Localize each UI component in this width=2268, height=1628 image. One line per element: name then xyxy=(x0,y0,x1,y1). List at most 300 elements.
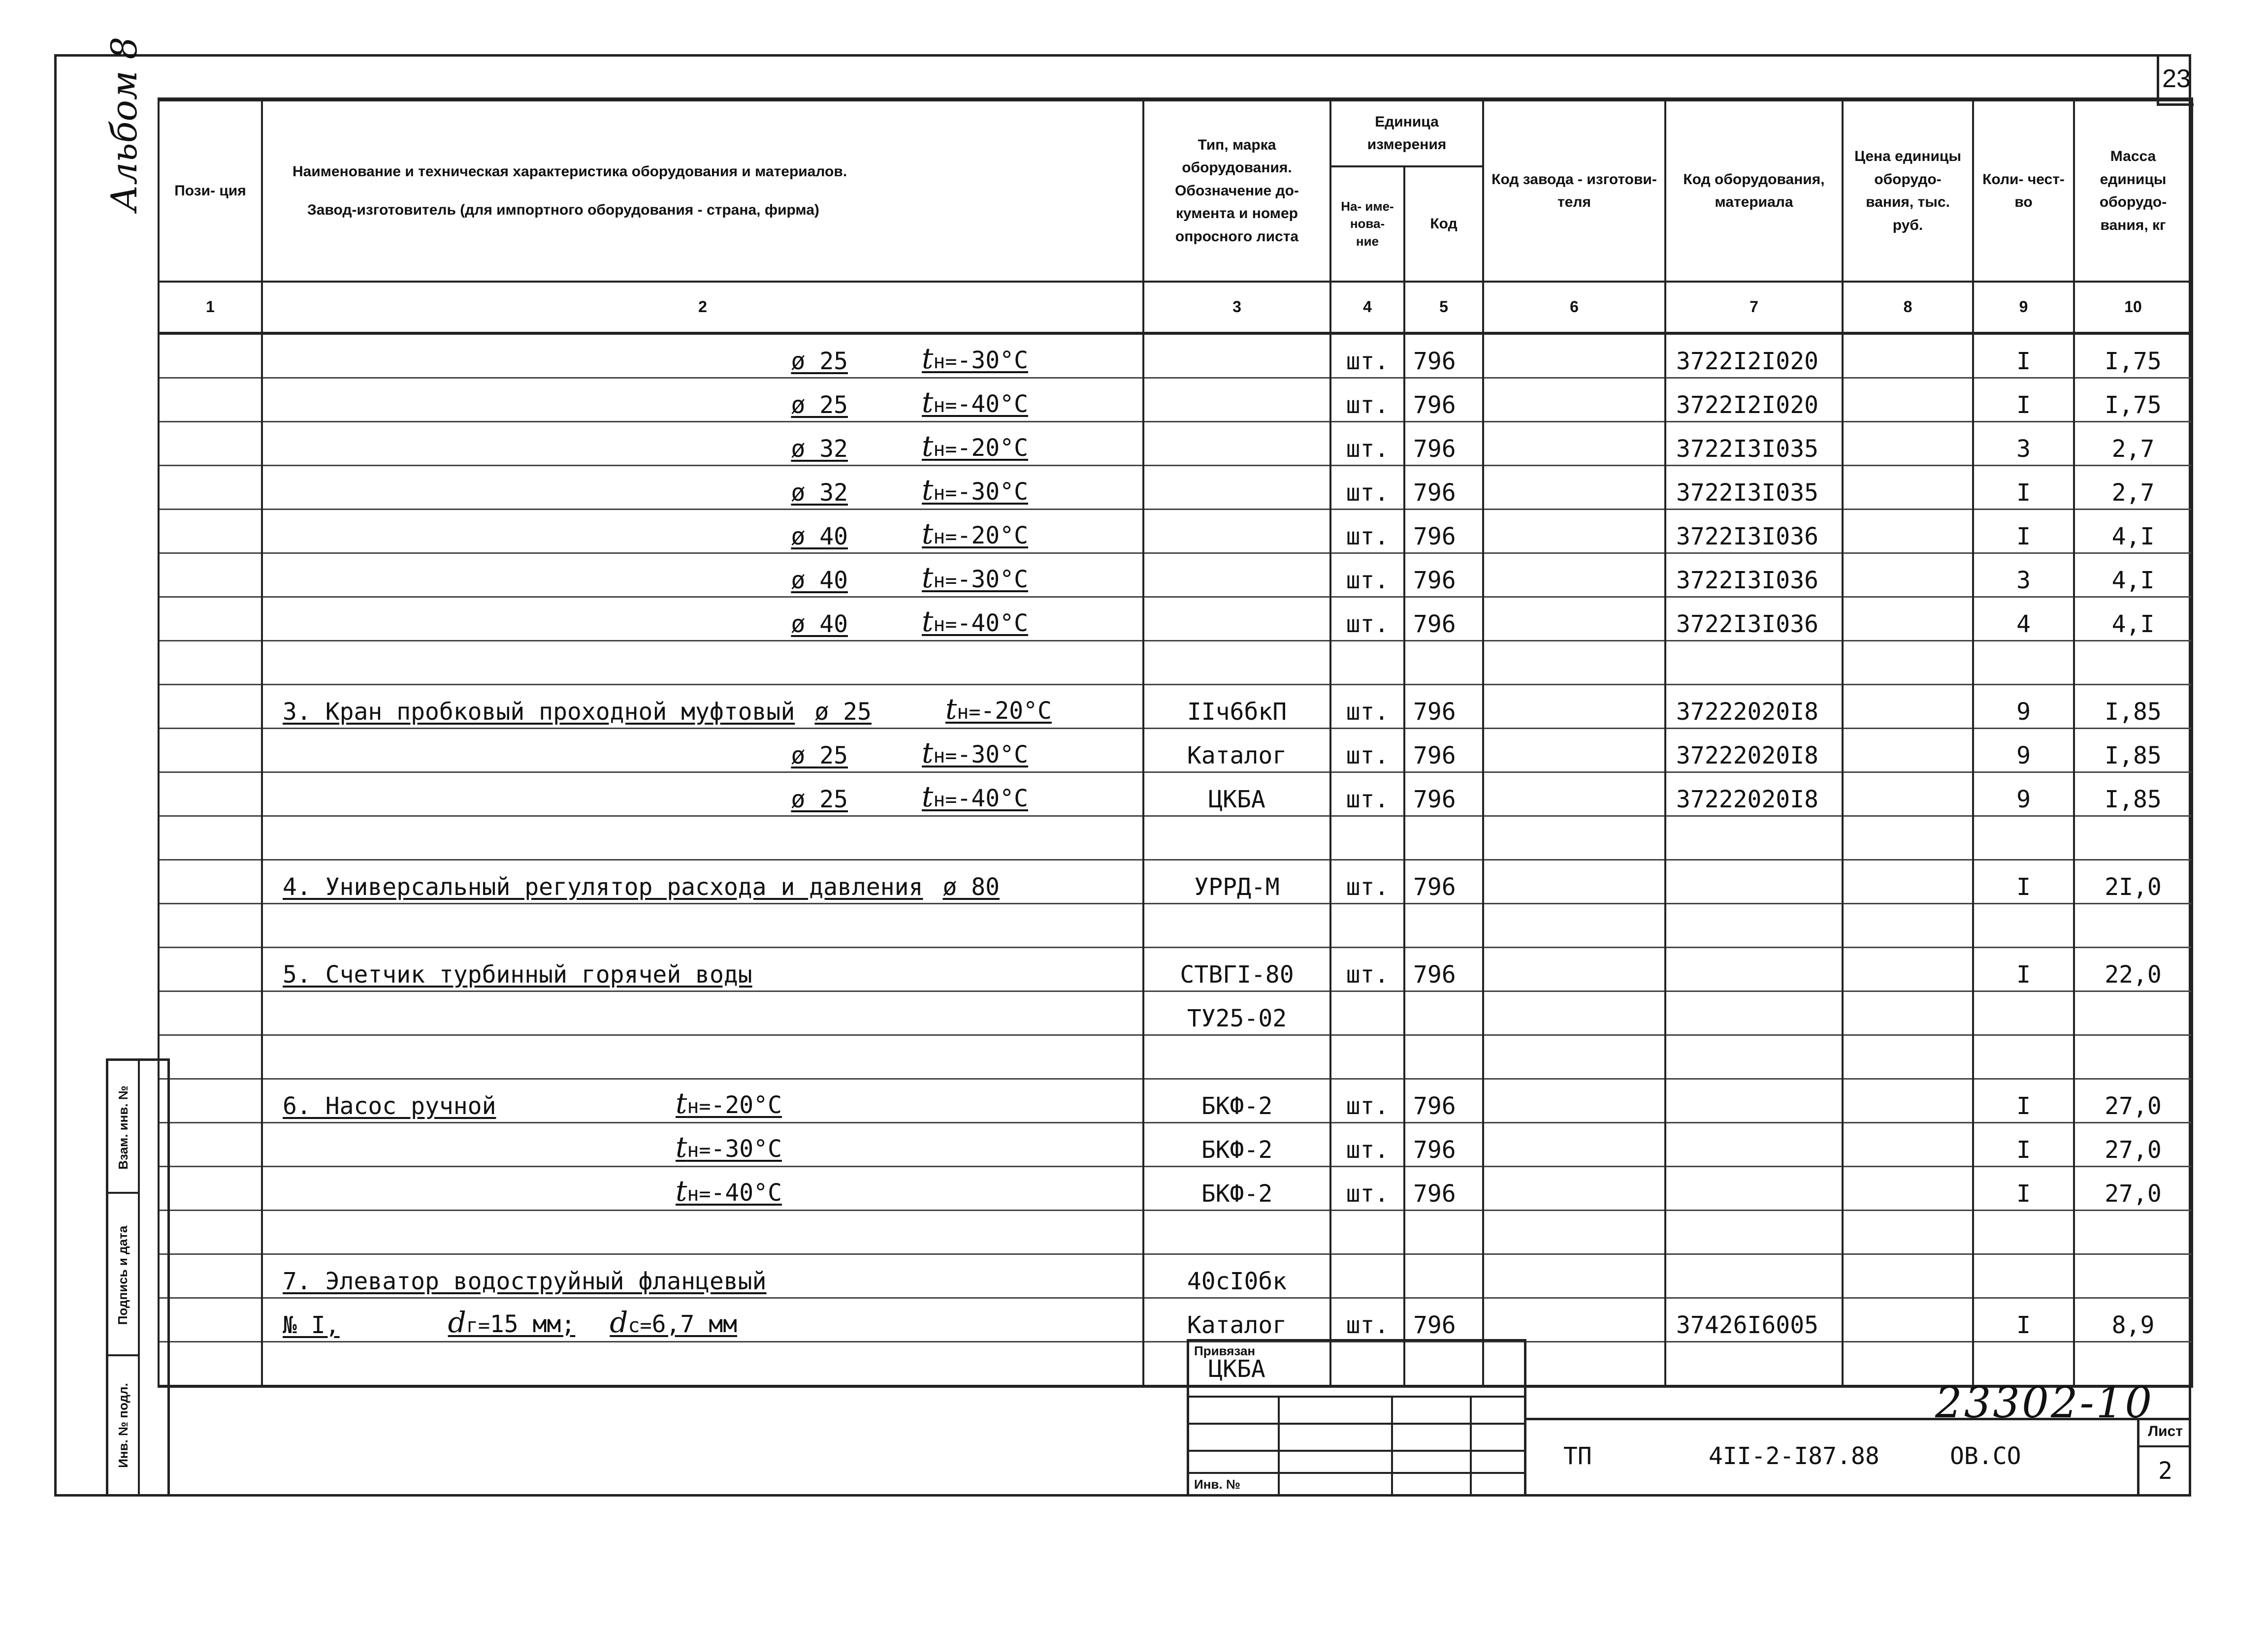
temperature xyxy=(922,473,1028,507)
equipment-code-cell xyxy=(1665,991,1843,1035)
type-cell: IIч6бкП xyxy=(1143,685,1330,729)
quantity-cell xyxy=(1973,991,2074,1035)
type-cell xyxy=(1143,553,1330,597)
temperature-value: -30°C xyxy=(957,741,1028,768)
t-sub: н= xyxy=(933,394,957,417)
unit-code-cell xyxy=(1404,1035,1483,1079)
table-row xyxy=(159,1298,2192,1342)
d-symbol: d xyxy=(448,1306,466,1339)
t-sub: н= xyxy=(933,351,957,373)
temperature xyxy=(922,780,1028,813)
maker-code-cell xyxy=(1483,685,1665,729)
type-cell: Каталог xyxy=(1143,729,1330,772)
item-name: 6. Насос ручной xyxy=(283,1092,496,1120)
price-cell xyxy=(1843,904,1973,948)
maker-code-cell xyxy=(1483,422,1665,466)
unit-cell: шт. xyxy=(1330,685,1404,729)
description-cell xyxy=(262,333,1143,378)
type-cell: ТУ25-02 xyxy=(1143,991,1330,1035)
unit-code-cell: 796 xyxy=(1404,466,1483,510)
quantity-cell xyxy=(1973,1254,2074,1298)
temperature xyxy=(676,1086,782,1120)
mass-cell: 4,I xyxy=(2074,597,2192,641)
col-equipment-code-header: Код оборудования, материала xyxy=(1665,99,1843,282)
type-cell: БКФ-2 xyxy=(1143,1167,1330,1211)
temperature xyxy=(922,342,1028,375)
quantity-cell: I xyxy=(1973,1298,2074,1342)
diameter: ø 32 xyxy=(791,479,848,507)
unit-cell: шт. xyxy=(1330,729,1404,772)
equipment-code-cell xyxy=(1665,641,1843,685)
unit-code-cell xyxy=(1404,816,1483,860)
equipment-code-cell xyxy=(1665,1211,1843,1254)
position-cell xyxy=(159,1342,262,1387)
quantity-cell xyxy=(1973,816,2074,860)
unit-code-cell: 796 xyxy=(1404,1298,1483,1342)
price-cell xyxy=(1843,422,1973,466)
price-cell xyxy=(1843,816,1973,860)
mass-cell xyxy=(2074,1211,2192,1254)
description-cell xyxy=(262,1254,1143,1298)
table-row xyxy=(159,816,2192,860)
position-cell xyxy=(159,510,262,553)
t-sub: н= xyxy=(687,1139,711,1162)
price-cell xyxy=(1843,553,1973,597)
page-number: 23 xyxy=(2157,54,2194,106)
description-cell xyxy=(262,729,1143,772)
unit-code-cell xyxy=(1404,904,1483,948)
quantity-cell: 9 xyxy=(1973,772,2074,816)
table-row xyxy=(159,1211,2192,1254)
col-quantity-header: Коли- чест- во xyxy=(1973,99,2074,282)
equipment-code-cell: 3722I3I036 xyxy=(1665,597,1843,641)
col-number-9: 9 xyxy=(1973,282,2074,333)
quantity-cell: I xyxy=(1973,1123,2074,1167)
col-number-5: 5 xyxy=(1404,282,1483,333)
t-symbol: t xyxy=(922,517,934,550)
table-row xyxy=(159,510,2192,553)
position-cell xyxy=(159,378,262,422)
type-cell: БКФ-2 xyxy=(1143,1079,1330,1123)
unit-code-cell: 796 xyxy=(1404,597,1483,641)
description-cell xyxy=(262,378,1143,422)
quantity-cell: 4 xyxy=(1973,597,2074,641)
unit-cell: шт. xyxy=(1330,1298,1404,1342)
col-number-2: 2 xyxy=(262,282,1143,333)
maker-code-cell xyxy=(1483,729,1665,772)
description-cell xyxy=(262,422,1143,466)
price-cell xyxy=(1843,1123,1973,1167)
table-row xyxy=(159,597,2192,641)
inner-diameter xyxy=(448,1306,576,1339)
type-cell xyxy=(1143,816,1330,860)
col-name-header-line2: Завод-изготовитель (для импортного оборудования - страна, фирма) xyxy=(307,202,819,218)
item-name: 5. Счетчик турбинный горячей воды xyxy=(283,961,752,989)
dc-sub: с= xyxy=(628,1314,652,1337)
nozzle-diameter xyxy=(610,1306,737,1339)
sheet-box xyxy=(2137,1418,2191,1497)
t-symbol: t xyxy=(922,385,934,419)
unit-cell: шт. xyxy=(1330,1167,1404,1211)
mass-cell: I,85 xyxy=(2074,685,2192,729)
unit-cell xyxy=(1330,991,1404,1035)
type-cell xyxy=(1143,597,1330,641)
temperature-value: -40°C xyxy=(957,390,1028,418)
quantity-cell: I xyxy=(1973,1167,2074,1211)
equipment-code-cell: 3722I3I035 xyxy=(1665,422,1843,466)
mass-cell: I,85 xyxy=(2074,729,2192,772)
price-cell xyxy=(1843,1035,1973,1079)
table-row xyxy=(159,333,2192,378)
unit-code-cell: 796 xyxy=(1404,685,1483,729)
price-cell xyxy=(1843,729,1973,772)
title-block-divider xyxy=(1526,1418,2191,1420)
dr-sub: г= xyxy=(466,1314,490,1337)
equipment-code-cell xyxy=(1665,948,1843,991)
unit-cell: шт. xyxy=(1330,510,1404,553)
mass-cell xyxy=(2074,641,2192,685)
temperature-value: -40°C xyxy=(957,785,1028,812)
unit-cell: шт. xyxy=(1330,860,1404,904)
quantity-cell: 3 xyxy=(1973,422,2074,466)
mass-cell: 22,0 xyxy=(2074,948,2192,991)
col-number-7: 7 xyxy=(1665,282,1843,333)
sidebar-replaced-inv: Взам. инв. № xyxy=(115,1085,130,1170)
temperature-value: -30°C xyxy=(957,347,1028,374)
equipment-code-cell: 3722I3I036 xyxy=(1665,510,1843,553)
unit-code-cell: 796 xyxy=(1404,860,1483,904)
equipment-code-cell: 3722I2I020 xyxy=(1665,378,1843,422)
t-sub: н= xyxy=(933,482,957,505)
dc-value: 6,7 мм xyxy=(651,1310,737,1338)
quantity-cell: 3 xyxy=(1973,553,2074,597)
table-row xyxy=(159,378,2192,422)
price-cell xyxy=(1843,641,1973,685)
maker-code-cell xyxy=(1483,1254,1665,1298)
col-number-3: 3 xyxy=(1143,282,1330,333)
description-cell xyxy=(262,904,1143,948)
position-cell xyxy=(159,904,262,948)
maker-code-cell xyxy=(1483,772,1665,816)
position-cell xyxy=(159,685,262,729)
table-row xyxy=(159,1254,2192,1298)
unit-cell: шт. xyxy=(1330,1079,1404,1123)
t-symbol: t xyxy=(676,1174,687,1208)
type-cell: УРРД-М xyxy=(1143,860,1330,904)
t-sub: н= xyxy=(687,1183,711,1206)
description-cell xyxy=(262,1298,1143,1342)
equipment-code-cell xyxy=(1665,1123,1843,1167)
description-cell xyxy=(262,1167,1143,1211)
col-name-header xyxy=(262,99,1143,282)
table-row xyxy=(159,1035,2192,1079)
type-cell: ЦКБА xyxy=(1143,772,1330,816)
temperature-value: -20°C xyxy=(957,522,1028,549)
t-symbol: t xyxy=(922,780,934,813)
col-position-header: Пози- ция xyxy=(159,99,262,282)
item-name: 4. Универсальный регулятор расхода и давления xyxy=(283,873,923,901)
t-symbol: t xyxy=(922,561,934,594)
col-number-10: 10 xyxy=(2074,282,2192,333)
unit-code-cell xyxy=(1404,1211,1483,1254)
title-doc-number: 4II-2-I87.88 xyxy=(1709,1442,1879,1470)
description-cell xyxy=(262,1342,1143,1387)
col-unit-code-header: Код xyxy=(1404,166,1483,282)
mass-cell: 2,7 xyxy=(2074,466,2192,510)
equipment-code-cell xyxy=(1665,860,1843,904)
type-cell xyxy=(1143,422,1330,466)
maker-code-cell xyxy=(1483,510,1665,553)
price-cell xyxy=(1843,510,1973,553)
temperature-value: -20°C xyxy=(711,1091,782,1119)
temperature xyxy=(676,1130,782,1164)
t-symbol: t xyxy=(676,1130,687,1164)
temperature xyxy=(922,517,1028,550)
unit-code-cell: 796 xyxy=(1404,378,1483,422)
equipment-code-cell: 37426I6005 xyxy=(1665,1298,1843,1342)
mass-cell: 8,9 xyxy=(2074,1298,2192,1342)
diameter: ø 80 xyxy=(942,873,1000,901)
equipment-code-cell: 3722I3I035 xyxy=(1665,466,1843,510)
t-sub: н= xyxy=(933,438,957,461)
table-row xyxy=(159,1123,2192,1167)
equipment-code-cell xyxy=(1665,1035,1843,1079)
col-mass-header: Масса единицы оборудо- вания, кг xyxy=(2074,99,2192,282)
temperature xyxy=(945,692,1052,726)
maker-code-cell xyxy=(1483,553,1665,597)
type-cell xyxy=(1143,1211,1330,1254)
sheet-number: 2 xyxy=(2158,1457,2172,1485)
unit-cell xyxy=(1330,1254,1404,1298)
type-cell xyxy=(1143,466,1330,510)
position-cell xyxy=(159,1079,262,1123)
mass-cell xyxy=(2074,904,2192,948)
table-row xyxy=(159,1167,2192,1211)
price-cell xyxy=(1843,991,1973,1035)
type-cell: Каталог xyxy=(1143,1298,1330,1342)
maker-code-cell xyxy=(1483,1079,1665,1123)
mass-cell: 4,I xyxy=(2074,510,2192,553)
position-cell xyxy=(159,597,262,641)
mass-cell: 27,0 xyxy=(2074,1123,2192,1167)
description-cell xyxy=(262,510,1143,553)
position-cell xyxy=(159,991,262,1035)
table-row xyxy=(159,991,2192,1035)
maker-code-cell xyxy=(1483,597,1665,641)
position-cell xyxy=(159,948,262,991)
price-cell xyxy=(1843,1079,1973,1123)
price-cell xyxy=(1843,333,1973,378)
title-tp: ТП xyxy=(1563,1442,1592,1470)
equipment-code-cell xyxy=(1665,1254,1843,1298)
temperature-value: -40°C xyxy=(711,1179,782,1207)
unit-cell xyxy=(1330,1035,1404,1079)
quantity-cell: I xyxy=(1973,333,2074,378)
diameter: ø 25 xyxy=(791,742,848,769)
unit-group-header: Единица измерения xyxy=(1330,99,1483,166)
col-maker-code-header: Код завода - изготови- теля xyxy=(1483,99,1665,282)
description-cell xyxy=(262,816,1143,860)
dr-value: 15 мм; xyxy=(489,1310,576,1338)
description-cell xyxy=(262,641,1143,685)
mass-cell: 2I,0 xyxy=(2074,860,2192,904)
description-cell xyxy=(262,553,1143,597)
t-symbol: t xyxy=(922,429,934,463)
description-cell xyxy=(262,1035,1143,1079)
t-symbol: t xyxy=(945,692,957,726)
side-stamp xyxy=(106,1058,170,1497)
table-row xyxy=(159,422,2192,466)
table-row xyxy=(159,1079,2192,1123)
t-symbol: t xyxy=(922,736,934,769)
diameter: ø 40 xyxy=(791,523,848,550)
stamp-inv: Инв. № xyxy=(1194,1477,1240,1492)
unit-cell: шт. xyxy=(1330,772,1404,816)
diameter: ø 25 xyxy=(814,698,872,726)
temperature xyxy=(676,1174,782,1208)
temperature-value: -30°C xyxy=(957,566,1028,593)
maker-code-cell xyxy=(1483,991,1665,1035)
price-cell xyxy=(1843,772,1973,816)
price-cell xyxy=(1843,948,1973,991)
table-row xyxy=(159,860,2192,904)
unit-cell: шт. xyxy=(1330,553,1404,597)
maker-code-cell xyxy=(1483,816,1665,860)
album-label: Альбом 8 xyxy=(103,36,145,212)
temperature-value: -20°C xyxy=(957,434,1028,462)
quantity-cell: I xyxy=(1973,466,2074,510)
position-cell xyxy=(159,816,262,860)
diameter: ø 25 xyxy=(791,391,848,419)
temperature xyxy=(922,605,1028,638)
unit-code-cell: 796 xyxy=(1404,1123,1483,1167)
quantity-cell: I xyxy=(1973,378,2074,422)
maker-code-cell xyxy=(1483,1298,1665,1342)
equipment-code-cell: 37222020I8 xyxy=(1665,729,1843,772)
col-price-header: Цена единицы оборудо- вания, тыс. руб. xyxy=(1843,99,1973,282)
unit-code-cell: 796 xyxy=(1404,772,1483,816)
t-sub: н= xyxy=(933,526,957,548)
description-cell xyxy=(262,772,1143,816)
diameter: ø 25 xyxy=(791,348,848,375)
position-cell xyxy=(159,1254,262,1298)
position-cell xyxy=(159,422,262,466)
unit-cell: шт. xyxy=(1330,422,1404,466)
t-sub: н= xyxy=(687,1095,711,1118)
equipment-code-cell xyxy=(1665,1079,1843,1123)
title-section: ОВ.СО xyxy=(1950,1442,2021,1470)
equipment-code-cell: 3722I2I020 xyxy=(1665,333,1843,378)
position-cell xyxy=(159,1035,262,1079)
quantity-cell: 9 xyxy=(1973,729,2074,772)
t-symbol: t xyxy=(676,1086,687,1120)
unit-code-cell: 796 xyxy=(1404,729,1483,772)
handwritten-code: 23302-10 xyxy=(1935,1378,2154,1428)
col-name-header-line1: Наименование и техническая характеристика оборудования и материалов. xyxy=(292,163,847,180)
maker-code-cell xyxy=(1483,466,1665,510)
equipment-code-cell: 37222020I8 xyxy=(1665,772,1843,816)
stamp-title: Привязан xyxy=(1194,1343,1256,1358)
price-cell xyxy=(1843,1254,1973,1298)
equipment-code-cell: 3722I3I036 xyxy=(1665,553,1843,597)
temperature xyxy=(922,429,1028,463)
binding-stamp xyxy=(1187,1339,1526,1497)
description-cell xyxy=(262,597,1143,641)
position-cell xyxy=(159,1167,262,1211)
description-cell xyxy=(262,1123,1143,1167)
col-number-1: 1 xyxy=(159,282,262,333)
temperature-value: -30°C xyxy=(957,478,1028,506)
unit-code-cell xyxy=(1404,641,1483,685)
type-cell xyxy=(1143,510,1330,553)
mass-cell: I,75 xyxy=(2074,378,2192,422)
maker-code-cell xyxy=(1483,1035,1665,1079)
type-cell: СТВГI-80 xyxy=(1143,948,1330,991)
maker-code-cell xyxy=(1483,904,1665,948)
quantity-cell xyxy=(1973,1211,2074,1254)
unit-code-cell: 796 xyxy=(1404,422,1483,466)
position-cell xyxy=(159,1211,262,1254)
unit-code-cell: 796 xyxy=(1404,1079,1483,1123)
table-row xyxy=(159,1342,2192,1387)
quantity-cell xyxy=(1973,904,2074,948)
position-cell xyxy=(159,772,262,816)
mass-cell xyxy=(2074,1254,2192,1298)
unit-cell: шт. xyxy=(1330,948,1404,991)
position-cell xyxy=(159,1298,262,1342)
mass-cell: 27,0 xyxy=(2074,1079,2192,1123)
maker-code-cell xyxy=(1483,641,1665,685)
unit-code-cell: 796 xyxy=(1404,510,1483,553)
mass-cell xyxy=(2074,991,2192,1035)
quantity-cell: 9 xyxy=(1973,685,2074,729)
mass-cell: 2,7 xyxy=(2074,422,2192,466)
unit-code-cell: 796 xyxy=(1404,333,1483,378)
price-cell xyxy=(1843,1298,1973,1342)
position-cell xyxy=(159,1123,262,1167)
quantity-cell: I xyxy=(1973,948,2074,991)
position-cell xyxy=(159,860,262,904)
unit-code-cell: 796 xyxy=(1404,948,1483,991)
sidebar-signature-date: Подпись и дата xyxy=(115,1225,130,1325)
unit-cell: шт. xyxy=(1330,597,1404,641)
price-cell xyxy=(1843,466,1973,510)
item-name: 7. Элеватор водоструйный фланцевый xyxy=(283,1268,767,1295)
position-cell xyxy=(159,641,262,685)
price-cell xyxy=(1843,1167,1973,1211)
equipment-code-cell: 37222020I8 xyxy=(1665,685,1843,729)
maker-code-cell xyxy=(1483,1123,1665,1167)
equipment-code-cell xyxy=(1665,816,1843,860)
temperature xyxy=(922,561,1028,594)
diameter: ø 40 xyxy=(791,567,848,594)
unit-cell: шт. xyxy=(1330,333,1404,378)
t-sub: н= xyxy=(933,745,957,767)
t-sub: н= xyxy=(933,789,957,811)
price-cell xyxy=(1843,685,1973,729)
maker-code-cell xyxy=(1483,378,1665,422)
mass-cell xyxy=(2074,1035,2192,1079)
unit-cell xyxy=(1330,816,1404,860)
col-number-4: 4 xyxy=(1330,282,1404,333)
mass-cell: I,75 xyxy=(2074,333,2192,378)
description-cell xyxy=(262,991,1143,1035)
table-row xyxy=(159,685,2192,729)
item-name: № I, xyxy=(283,1311,340,1339)
temperature-value: -40°C xyxy=(957,609,1028,637)
equipment-code-cell xyxy=(1665,904,1843,948)
price-cell xyxy=(1843,597,1973,641)
